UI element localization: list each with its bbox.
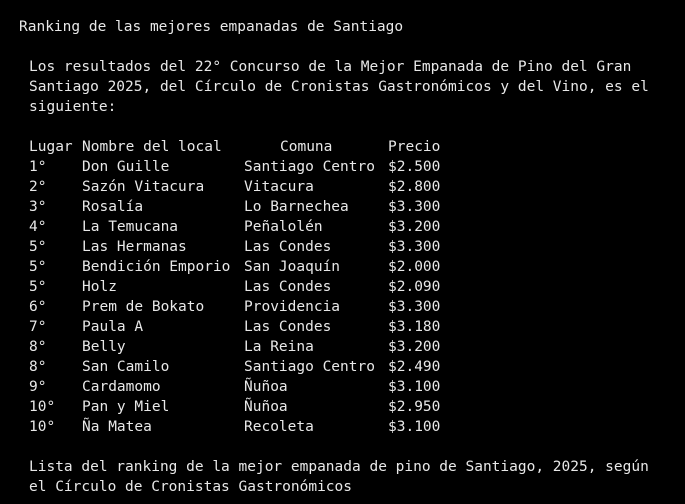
cell-precio: $2.090 [388, 279, 441, 295]
cell-nombre: San Camilo [82, 359, 170, 375]
cell-precio: $3.180 [388, 319, 441, 335]
table-row [29, 357, 458, 377]
table-header-row [29, 137, 458, 157]
cell-precio: $2.000 [388, 259, 441, 275]
cell-comuna: Providencia [244, 299, 341, 315]
cell-lugar: 1° [29, 159, 47, 175]
cell-lugar: 5° [29, 239, 47, 255]
cell-lugar: 8° [29, 339, 47, 355]
intro-line: siguiente: [29, 99, 117, 115]
cell-lugar: 8° [29, 359, 47, 375]
cell-nombre: Holz [82, 279, 117, 295]
header-comuna: Comuna [280, 139, 333, 155]
cell-nombre: Sazón Vitacura [82, 179, 205, 195]
cell-precio: $3.100 [388, 419, 441, 435]
footer-line: Lista del ranking de la mejor empanada de pino de Santiago, 2025, según [29, 459, 649, 475]
table-row [29, 197, 458, 217]
table-row [29, 377, 458, 397]
cell-comuna: Peñalolén [244, 219, 323, 235]
cell-comuna: Vitacura [244, 179, 314, 195]
cell-precio: $2.800 [388, 179, 441, 195]
cell-lugar: 6° [29, 299, 47, 315]
table-row [29, 277, 458, 297]
cell-nombre: Belly [82, 339, 126, 355]
footer-caption [29, 457, 679, 497]
cell-precio: $3.300 [388, 199, 441, 215]
cell-precio: $3.100 [388, 379, 441, 395]
cell-nombre: Don Guille [82, 159, 170, 175]
cell-lugar: 2° [29, 179, 47, 195]
header-nombre: Nombre del local [82, 139, 222, 155]
cell-nombre: La Temucana [82, 219, 179, 235]
cell-nombre: Cardamomo [82, 379, 161, 395]
cell-nombre: Prem de Bokato [82, 299, 205, 315]
cell-comuna: Santiago Centro [244, 159, 375, 175]
cell-nombre: Bendición Emporio [82, 259, 231, 275]
cell-lugar: 4° [29, 219, 47, 235]
intro-line: Santiago 2025, del Círculo de Cronistas Gastronómicos y del Vino, es el [29, 79, 649, 95]
cell-nombre: Paula A [82, 319, 144, 335]
table-row [29, 177, 458, 197]
cell-lugar: 7° [29, 319, 47, 335]
table-row [29, 237, 458, 257]
cell-nombre: Las Hermanas [82, 239, 187, 255]
cell-comuna: Santiago Centro [244, 359, 375, 375]
cell-comuna: Ñuñoa [244, 379, 288, 395]
cell-lugar: 3° [29, 199, 47, 215]
cell-nombre: Ña Matea [82, 419, 152, 435]
cell-precio: $3.300 [388, 239, 441, 255]
cell-nombre: Pan y Miel [82, 399, 170, 415]
cell-precio: $2.950 [388, 399, 441, 415]
cell-precio: $3.200 [388, 339, 441, 355]
table-row [29, 417, 458, 437]
intro-paragraph [29, 57, 679, 117]
footer-line: el Círculo de Cronistas Gastronómicos [29, 479, 353, 495]
cell-precio: $3.300 [388, 299, 441, 315]
cell-comuna: San Joaquín [244, 259, 341, 275]
cell-precio: $2.500 [388, 159, 441, 175]
cell-comuna: Las Condes [244, 279, 332, 295]
ranking-table [29, 137, 458, 437]
header-lugar: Lugar [29, 139, 73, 155]
cell-lugar: 10° [29, 399, 56, 415]
table-row [29, 337, 458, 357]
table-row [29, 257, 458, 277]
cell-comuna: La Reina [244, 339, 314, 355]
table-row [29, 317, 458, 337]
table-row [29, 297, 458, 317]
cell-lugar: 10° [29, 419, 56, 435]
header-precio: Precio [388, 139, 441, 155]
cell-lugar: 9° [29, 379, 47, 395]
cell-lugar: 5° [29, 279, 47, 295]
cell-comuna: Ñuñoa [244, 399, 288, 415]
cell-precio: $3.200 [388, 219, 441, 235]
cell-nombre: Rosalía [82, 199, 144, 215]
table-row [29, 217, 458, 237]
cell-comuna: Las Condes [244, 239, 332, 255]
cell-comuna: Lo Barnechea [244, 199, 349, 215]
intro-line: Los resultados del 22° Concurso de la Mejor Empanada de Pino del Gran [29, 59, 632, 75]
table-row [29, 157, 458, 177]
table-row [29, 397, 458, 417]
cell-precio: $2.490 [388, 359, 441, 375]
cell-comuna: Las Condes [244, 319, 332, 335]
page-title: Ranking de las mejores empanadas de Santiago [19, 19, 404, 35]
cell-lugar: 5° [29, 259, 47, 275]
cell-comuna: Recoleta [244, 419, 314, 435]
